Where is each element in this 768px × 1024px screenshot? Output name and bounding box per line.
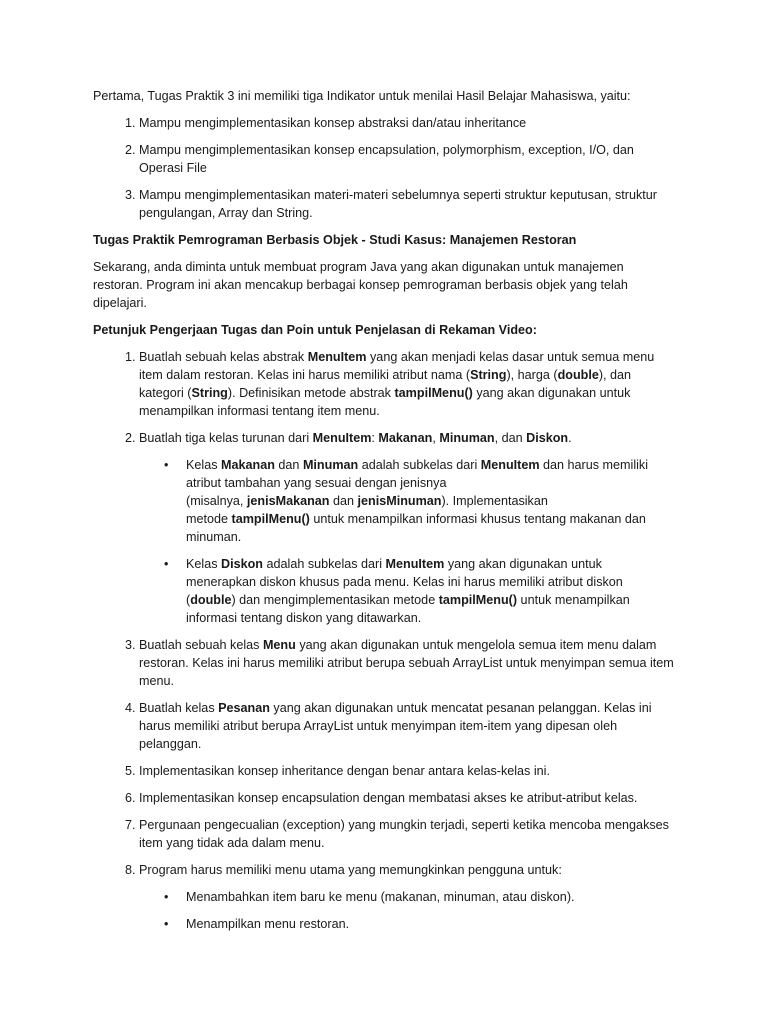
- code-term: Pesanan: [218, 701, 270, 715]
- text-run: metode: [186, 512, 232, 526]
- code-term: String: [470, 368, 507, 382]
- code-term: MenuItem: [307, 350, 367, 364]
- text-run: yang akan menjadi kelas dasar untuk semua menu item dalam restoran. Kelas ini harus memiliki atribut nama (: [139, 350, 655, 382]
- code-term: jenisMakanan: [246, 494, 330, 508]
- text-run: yang akan digunakan untuk mencatat pesanan pelanggan. Kelas ini harus memiliki atribut berupa ArrayList untuk menyimpan item-item yang dipesan oleh pelanggan.: [139, 701, 652, 751]
- bullet-item-show-menu: • Menampilkan menu restoran.: [186, 915, 675, 933]
- text-run: ,: [432, 431, 440, 445]
- text-run: Buatlah sebuah kelas: [139, 638, 263, 652]
- text-run: adalah subkelas dari: [263, 557, 386, 571]
- text-run: yang akan digunakan untuk mengelola semua item menu dalam restoran. Kelas ini harus memiliki atribut berupa sebuah ArrayList untuk menyimpan semua item menu.: [139, 638, 674, 688]
- task-item-3: [139, 636, 675, 690]
- code-term: tampilMenu(): [438, 593, 518, 607]
- task-8-bullet-list: [139, 888, 675, 933]
- text-run: ). Implementasikan: [441, 494, 548, 508]
- task-2-bullet-list: [139, 456, 675, 627]
- bullet-item-diskon: [186, 555, 675, 627]
- task-item-6: 6. Implementasikan konsep encapsulation dengan membatasi akses ke atribut-atribut kelas.: [139, 789, 675, 807]
- indicator-item-2: 2. Mampu mengimplementasikan konsep encapsulation, polymorphism, exception, I/O, dan Operasi File: [139, 141, 675, 177]
- document-body: [93, 87, 675, 942]
- text-run: , dan: [494, 431, 527, 445]
- text-run: dan harus memiliki atribut tambahan yang sesuai dengan jenisnya: [186, 458, 649, 490]
- code-term: Diskon: [221, 557, 264, 571]
- code-term: MenuItem: [480, 458, 540, 472]
- task-item-7: 7. Pergunaan pengecualian (exception) yang mungkin terjadi, seperti ketika mencoba mengakses item yang tidak ada dalam menu.: [139, 816, 675, 852]
- code-term: double: [557, 368, 599, 382]
- text-run: (misalnya,: [186, 494, 247, 508]
- code-term: tampilMenu(): [231, 512, 310, 526]
- text-run: adalah subkelas dari: [358, 458, 481, 472]
- text-run: dan: [329, 494, 358, 508]
- text-run: untuk menampilkan informasi tentang diskon yang ditawarkan.: [186, 593, 630, 625]
- text-run: Kelas: [186, 557, 222, 571]
- text-run: untuk menampilkan informasi khusus tentang makanan dan minuman.: [186, 512, 646, 544]
- code-term: MenuItem: [385, 557, 445, 571]
- indicator-list: [93, 114, 675, 222]
- code-term: MenuItem: [312, 431, 372, 445]
- text-run: dan: [274, 458, 303, 472]
- text-run: yang akan digunakan untuk menerapkan diskon khusus pada menu. Kelas ini harus memiliki atribut diskon (: [186, 557, 623, 607]
- text-run: Program harus memiliki menu utama yang memungkinkan pengguna untuk:: [139, 863, 562, 877]
- text-run: :: [371, 431, 379, 445]
- text-run: ) dan mengimplementasikan metode: [231, 593, 439, 607]
- instructions-heading: Petunjuk Pengerjaan Tugas dan Poin untuk Penjelasan di Rekaman Video:: [93, 323, 537, 337]
- bullet-item-add-menu: • Menambahkan item baru ke menu (makanan, minuman, atau diskon).: [186, 888, 675, 906]
- text-run: Buatlah kelas: [139, 701, 219, 715]
- indicator-item-1: 1. Mampu mengimplementasikan konsep abstraksi dan/atau inheritance: [139, 114, 675, 132]
- bullet-item-makanan-minuman: [186, 456, 675, 546]
- case-study-paragraph: Sekarang, anda diminta untuk membuat program Java yang akan digunakan untuk manajemen restoran. Program ini akan mencakup berbagai konsep pemrograman berbasis objek yang telah dipelajari.: [93, 260, 628, 310]
- text-run: Buatlah sebuah kelas abstrak: [139, 350, 308, 364]
- indicator-item-3: 3. Mampu mengimplementasikan materi-materi sebelumnya seperti struktur keputusan, struktur pengulangan, Array dan String.: [139, 186, 675, 222]
- code-term: Makanan: [378, 431, 433, 445]
- text-run: yang akan digunakan untuk menampilkan informasi tentang item menu.: [139, 386, 631, 418]
- code-term: jenisMinuman: [357, 494, 442, 508]
- code-term: Minuman: [302, 458, 359, 472]
- code-term: Minuman: [439, 431, 495, 445]
- intro-paragraph: Pertama, Tugas Praktik 3 ini memiliki tiga Indikator untuk menilai Hasil Belajar Mahasiswa, yaitu:: [93, 89, 631, 103]
- text-run: Buatlah tiga kelas turunan dari: [139, 431, 313, 445]
- text-run: ), harga (: [506, 368, 558, 382]
- task-item-8: [139, 861, 675, 933]
- task-list: [93, 348, 675, 933]
- code-term: Diskon: [526, 431, 569, 445]
- code-term: String: [191, 386, 228, 400]
- task-item-4: [139, 699, 675, 753]
- code-term: Makanan: [221, 458, 275, 472]
- text-run: Kelas: [186, 458, 222, 472]
- code-term: double: [190, 593, 232, 607]
- task-item-2: [139, 429, 675, 627]
- code-term: tampilMenu(): [394, 386, 473, 400]
- task-item-5: 5. Implementasikan konsep inheritance dengan benar antara kelas-kelas ini.: [139, 762, 675, 780]
- text-run: ), dan kategori (: [139, 368, 632, 400]
- task-item-1: [139, 348, 675, 420]
- code-term: Menu: [262, 638, 296, 652]
- case-study-heading: Tugas Praktik Pemrograman Berbasis Objek - Studi Kasus: Manajemen Restoran: [93, 233, 577, 247]
- text-run: ). Definisikan metode abstrak: [227, 386, 395, 400]
- text-run: .: [568, 431, 572, 445]
